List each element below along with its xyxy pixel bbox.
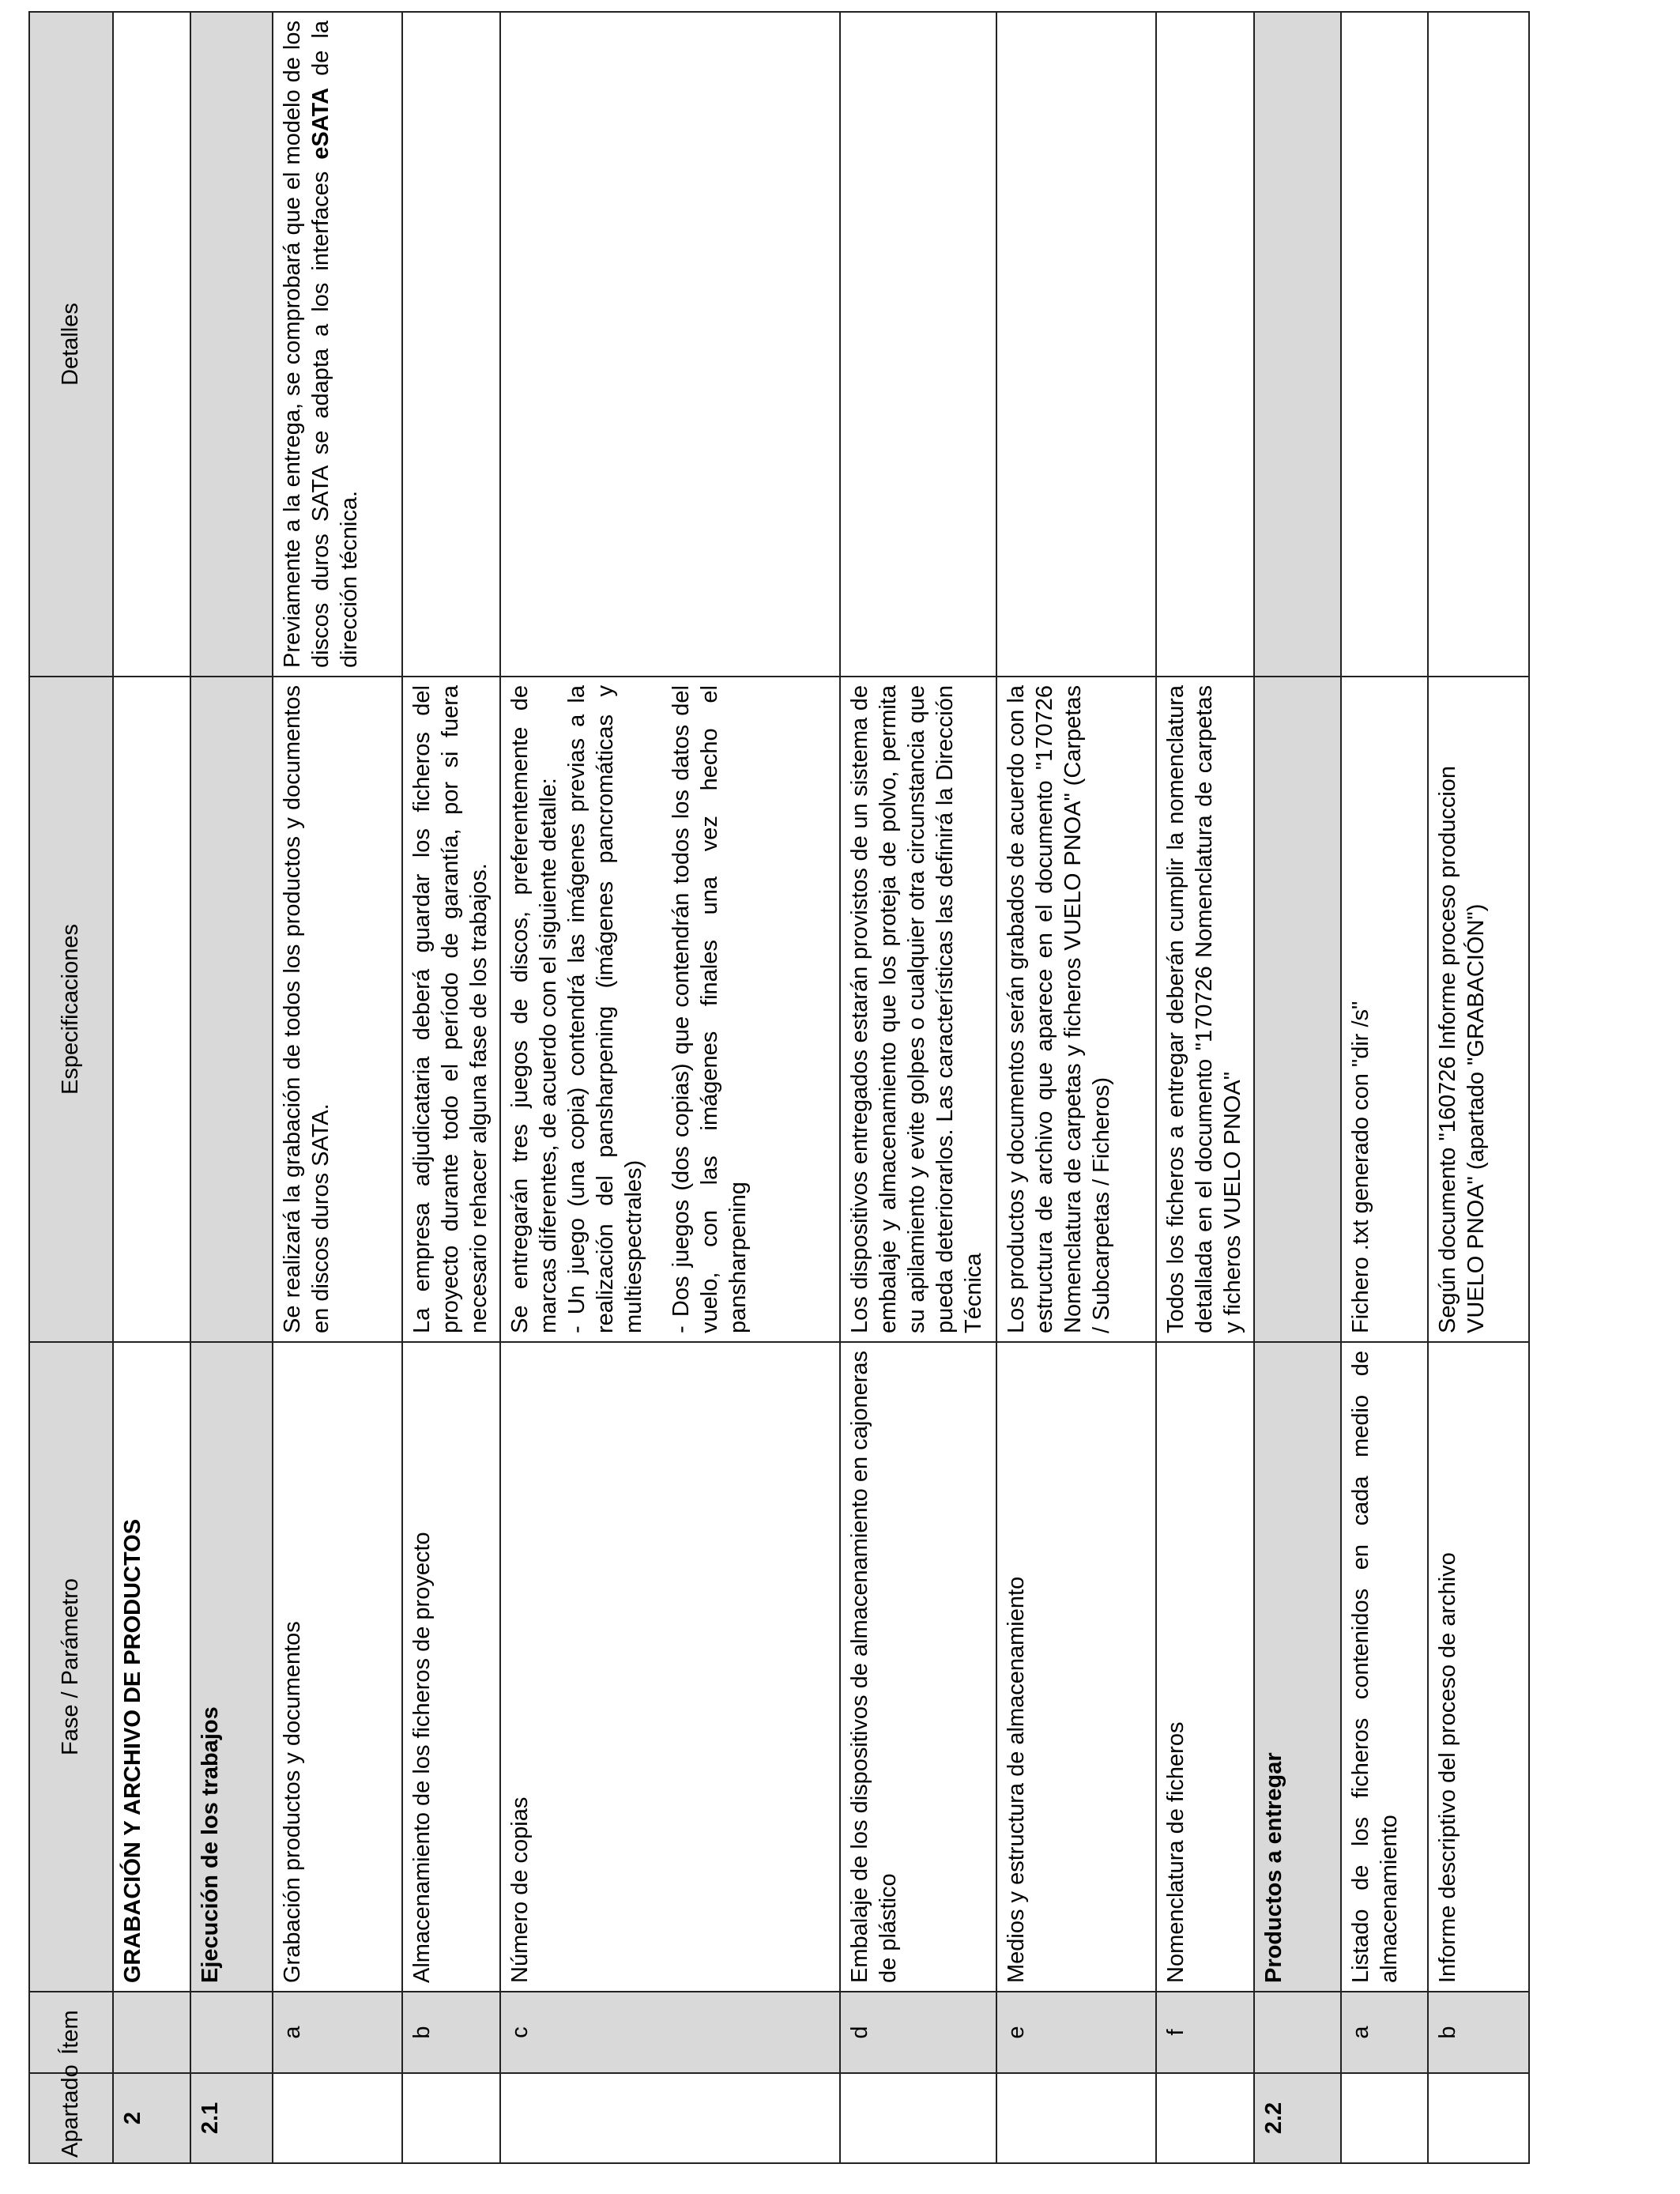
- spec-paragraph: - Dos juegos (dos copias) que contendrán todos los datos del vuelo, con las imágenes finales una vez hecho el pansharpening: [668, 685, 751, 1333]
- spec-cell: Según documento "160726 Informe proceso produccion VUELO PNOA" (apartado "GRABACIÓN"): [1428, 677, 1529, 1342]
- table-row: [500, 12, 840, 2163]
- detail-cell: [1341, 12, 1428, 677]
- spec-cell: La empresa adjudicataria deberá guardar los ficheros del proyecto durante todo el período de garantía, por si fuera necesario rehacer alguna fase de los trabajos.: [402, 677, 500, 1342]
- section-number: 2.2: [1254, 2073, 1341, 2163]
- section-detail-cell: [190, 12, 273, 677]
- section-spec-cell: [1254, 677, 1341, 1342]
- table-row: [402, 12, 500, 2163]
- header-row: [29, 12, 113, 2163]
- param-cell: Informe descriptivo del proceso de archivo: [1428, 1342, 1529, 1992]
- section-title: Productos a entregar: [1254, 1342, 1341, 1992]
- item-cell: a: [1341, 1992, 1428, 2073]
- detail-bold-text: eSATA: [307, 87, 333, 160]
- item-cell: c: [500, 1992, 840, 2073]
- section-row-2-1: [190, 12, 273, 2163]
- table-row: [1428, 12, 1529, 2163]
- header-fase: Fase / Parámetro: [29, 1342, 113, 1992]
- section-item-cell: [190, 1992, 273, 2073]
- table-row: [1341, 12, 1428, 2163]
- param-cell: Medios y estructura de almacenamiento: [996, 1342, 1156, 1992]
- section-detail-cell: [113, 12, 190, 677]
- apartado-cell: [273, 2073, 402, 2163]
- specifications-table: [28, 11, 1530, 2164]
- item-cell: a: [273, 1992, 402, 2073]
- detail-cell: [500, 12, 840, 677]
- table-row: [996, 12, 1156, 2163]
- section-number: 2.1: [190, 2073, 273, 2163]
- apartado-cell: [1341, 2073, 1428, 2163]
- spec-cell: Se realizará la grabación de todos los productos y documentos en discos duros SATA.: [273, 677, 402, 1342]
- item-cell: f: [1156, 1992, 1254, 2073]
- detail-cell: [840, 12, 996, 677]
- param-cell: Nomenclatura de ficheros: [1156, 1342, 1254, 1992]
- section-detail-cell: [1254, 12, 1341, 677]
- apartado-cell: [402, 2073, 500, 2163]
- detail-text: Previamente a la entrega, se comprobará que el modelo de los discos duros SATA se adapta a los interfaces: [280, 21, 333, 668]
- apartado-cell: [996, 2073, 1156, 2163]
- detail-cell: [402, 12, 500, 677]
- spec-cell: Todos los ficheros a entregar deberán cumplir la nomenclatura detallada en el documento "170726 Nomenclatura de carpetas y ficheros VUELO PNOA": [1156, 677, 1254, 1342]
- table-row: [840, 12, 996, 2163]
- spec-cell: Fichero .txt generado con "dir /s": [1341, 677, 1428, 1342]
- detail-cell: [1156, 12, 1254, 677]
- section-item-cell: [1254, 1992, 1341, 2073]
- detail-cell: [1428, 12, 1529, 677]
- detail-cell: [273, 12, 402, 677]
- spec-cell: Los dispositivos entregados estarán provistos de un sistema de embalaje y almacenamiento que los proteja de polvo, permita su apilamiento y evite golpes o cualquier otra circunstancia que pueda deteriorarlos. Las características las definirá la Dirección Técnica: [840, 677, 996, 1342]
- section-title: GRABACIÓN Y ARCHIVO DE PRODUCTOS: [113, 1342, 190, 1992]
- section-number: 2: [113, 2073, 190, 2163]
- spec-paragraph: Se entregarán tres juegos de discos, preferentemente de marcas diferentes, de acuerdo con el siguiente detalle:: [507, 685, 561, 1333]
- apartado-cell: [1156, 2073, 1254, 2163]
- item-cell: d: [840, 1992, 996, 2073]
- param-cell: Listado de los ficheros contenidos en cada medio de almacenamiento: [1341, 1342, 1428, 1992]
- spec-cell: Los productos y documentos serán grabados de acuerdo con la estructura de archivo que aparece en el documento "170726 Nomenclatura de carpetas y ficheros VUELO PNOA" (Carpetas / Subcarpetas / Ficheros): [996, 677, 1156, 1342]
- apartado-cell: [500, 2073, 840, 2163]
- section-row-2-2: [1254, 12, 1341, 2163]
- rotated-page: [28, 13, 1530, 2164]
- section-row-2: [113, 12, 190, 2163]
- section-item-cell: [113, 1992, 190, 2073]
- table-row: [273, 12, 402, 2163]
- spec-cell: [500, 677, 840, 1342]
- detail-cell: [996, 12, 1156, 677]
- header-item: Ítem: [29, 1992, 113, 2073]
- apartado-cell: [840, 2073, 996, 2163]
- detail-text: de la dirección técnica.: [307, 21, 362, 668]
- item-cell: e: [996, 1992, 1156, 2073]
- param-cell: Grabación productos y documentos: [273, 1342, 402, 1992]
- section-spec-cell: [113, 677, 190, 1342]
- section-title: Ejecución de los trabajos: [190, 1342, 273, 1992]
- apartado-cell: [1428, 2073, 1529, 2163]
- param-cell: Almacenamiento de los ficheros de proyecto: [402, 1342, 500, 1992]
- param-cell: Embalaje de los dispositivos de almacenamiento en cajoneras de plástico: [840, 1342, 996, 1992]
- spacer: [649, 685, 668, 1333]
- param-cell: Número de copias: [500, 1342, 840, 1992]
- header-apartado: Apartado: [29, 2073, 113, 2163]
- spec-paragraph: - Un juego (una copia) contendrá las imágenes previas a la realización del pansharpening (imágenes pancromáticas y multiespectrales): [563, 685, 646, 1333]
- header-detalles: Detalles: [29, 12, 113, 677]
- item-cell: b: [1428, 1992, 1529, 2073]
- section-spec-cell: [190, 677, 273, 1342]
- header-especificaciones: Especificaciones: [29, 677, 113, 1342]
- table-row: [1156, 12, 1254, 2163]
- item-cell: b: [402, 1992, 500, 2073]
